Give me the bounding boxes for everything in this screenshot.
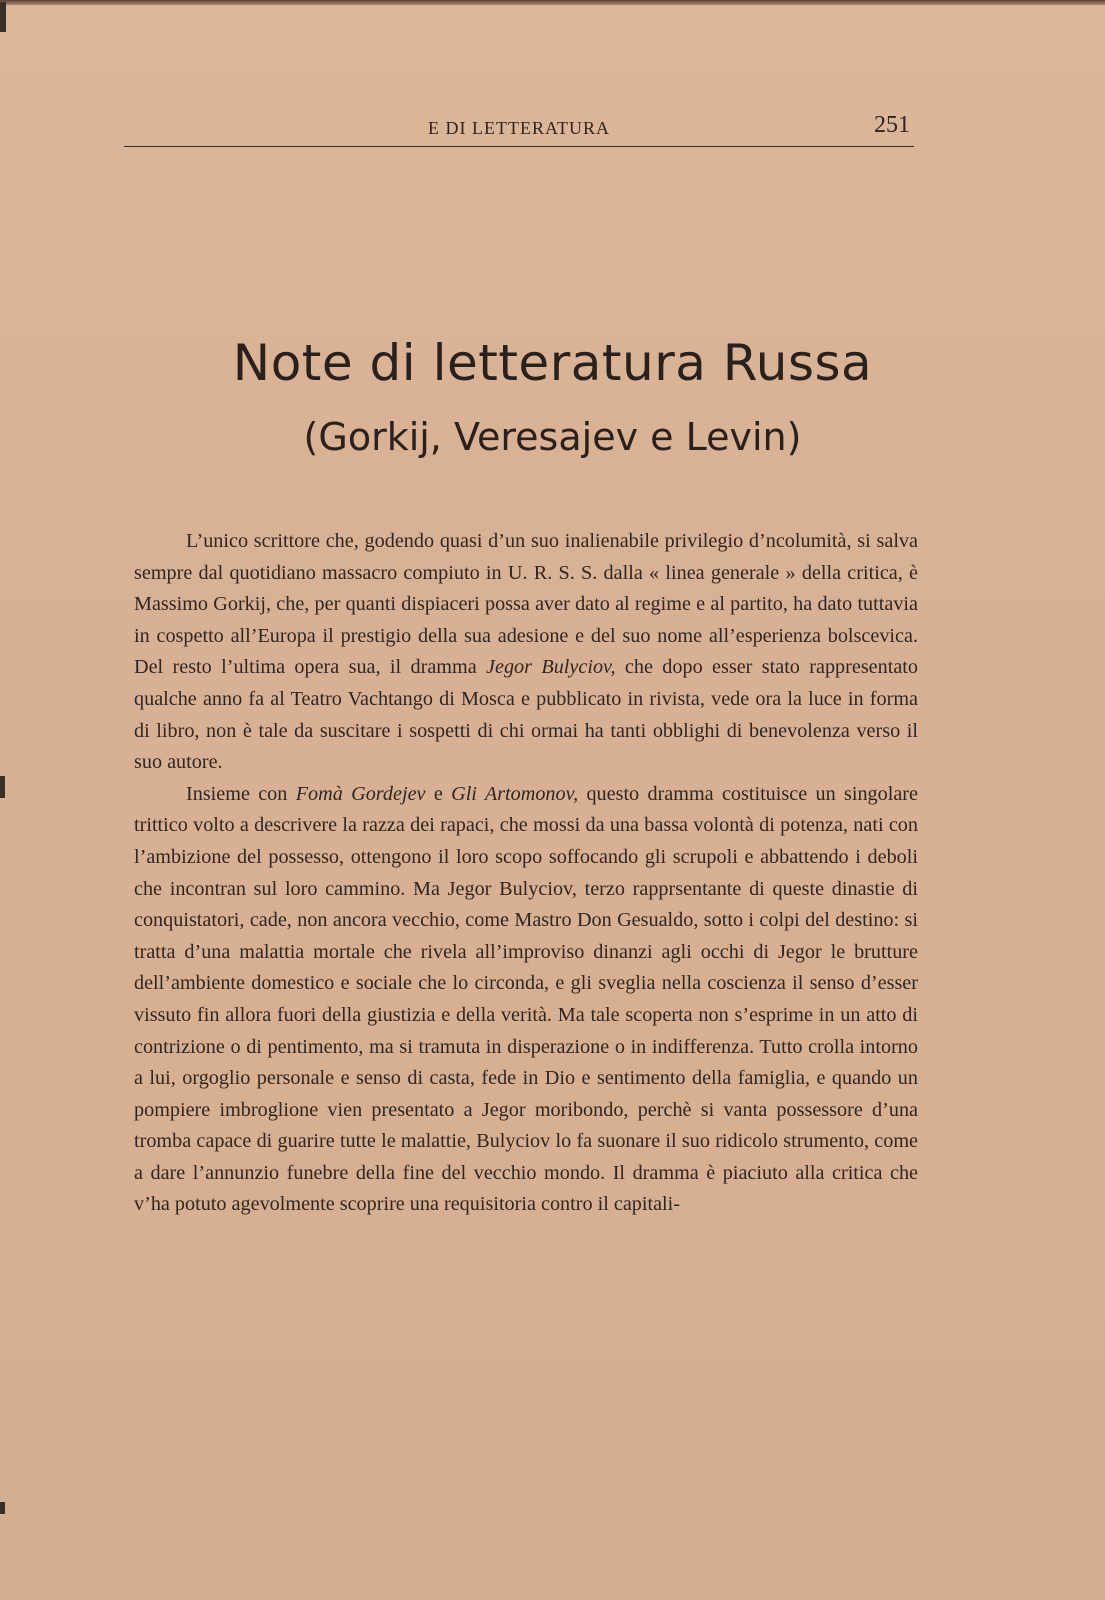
running-head	[124, 112, 914, 147]
margin-mark	[0, 776, 5, 798]
running-title: E DI LETTERATURA	[428, 118, 610, 138]
text-run: Insieme con	[186, 782, 296, 805]
italic-title: Fomà Gordejev	[295, 782, 426, 805]
paragraph	[134, 779, 918, 1221]
italic-title: Gli Artomonov,	[451, 782, 579, 805]
italic-title: Jegor Bulyciov,	[486, 656, 616, 679]
page-top-edge	[0, 0, 1105, 5]
page-number: 251	[874, 112, 910, 138]
margin-mark	[0, 1502, 5, 1514]
text-run: che dopo esser stato rappresentato qualche anno fa al Teatro Vachtango di Mosca e pubblicato in rivista, vede ora la luce in forma di libro, non è tale da suscitare i sospetti di chi ormai ha tanti obblighi di benevolenza verso il suo autore.	[134, 656, 918, 774]
text-run: questo dramma costituisce un singolare trittico volto a descrivere la razza dei rapaci, che mossi da una bassa volontà di potenza, nati con l’ambizione del possesso, ottengono il loro scopo soffocando gli scrupoli e abbattendo i deboli che incontran sul loro cammino. Ma Jegor Bulyciov, terzo rapprsentante di queste dinastie di conquistatori, cade, non ancora vecchio, come Mastro Don Gesualdo, sotto i colpi del destino: si tratta d’una malattia mortale che rivela all’improviso dinanzi agli occhi di Jegor le brutture dell’ambiente domestico e sociale che lo circonda, e gli sveglia nella coscienza il senso d’esser vissuto fin allora fuori della giustizia e della verità. Ma tale scoperta non s’esprime in un atto di contrizione o di pentimento, ma si tramuta in disperazione o in indifferenza. Tutto crolla intorno a lui, orgoglio personale e senso di casta, fede in Dio e sentimento della famiglia, e quando un pompiere imbroglione vien presentato a Jegor moribondo, perchè si vanta possessore d’una tromba capace di guarire tutte le malattie, Bulyciov lo fa suonare il suo ridicolo strumento, come a dare l’annunzio funebre della fine del vecchio mondo. Il dramma è piaciuto alla critica che v’ha potuto agevolmente scoprire una requisitoria contro il capitali-	[134, 782, 918, 1216]
text-run: e	[425, 782, 452, 805]
article-subtitle: (Gorkij, Veresajev e Levin)	[303, 415, 802, 459]
paragraph	[134, 526, 918, 779]
article-body	[134, 526, 918, 1221]
article-title: Note di letteratura Russa	[232, 334, 873, 392]
margin-mark	[0, 2, 6, 32]
text-run: L’unico scrittore che, godendo quasi d’un suo inalienabile privilegio d’ncolumità, si salva sempre dal quotidiano massacro compiuto in U. R. S. S. dalla « linea generale » della critica, è Massimo Gorkij, che, per quanti dispiaceri possa aver dato al regime e al partito, ha dato tuttavia in cospetto all’Europa il prestigio della sua adesione e del suo nome all’esperienza bolscevica. Del resto l’ultima opera sua, il dramma	[134, 530, 918, 679]
